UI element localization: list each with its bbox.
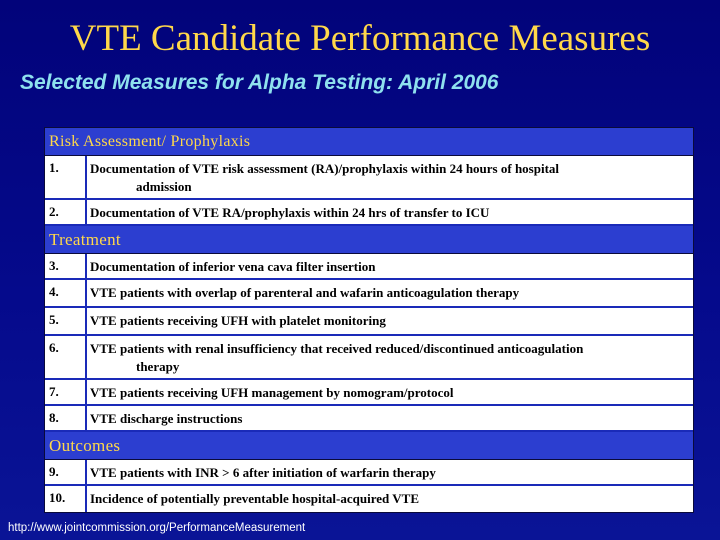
measure-text: VTE patients receiving UFH management by nomogram/protocol — [90, 385, 454, 400]
table-row — [45, 308, 693, 336]
table-row — [45, 254, 693, 280]
measure-text: VTE discharge instructions — [90, 411, 243, 426]
table-row — [45, 486, 693, 512]
table-row — [45, 460, 693, 486]
measure-text: Documentation of inferior vena cava filter insertion — [90, 259, 376, 274]
table-row — [45, 280, 693, 308]
slide-subtitle: Selected Measures for Alpha Testing: April 2006 — [20, 71, 499, 94]
measure-number: 2. — [45, 200, 87, 224]
table-row — [45, 380, 693, 406]
measure-number: 1. — [45, 156, 87, 198]
measure-text-continuation: therapy — [136, 359, 180, 374]
measure-number: 5. — [45, 308, 87, 334]
measure-text: VTE patients with overlap of parenteral and wafarin anticoagulation therapy — [90, 285, 520, 300]
measures-table — [44, 127, 694, 513]
measure-text-line: Documentation of VTE risk assessment (RA)/prophylaxis within 24 hours of hospital — [90, 161, 560, 176]
measure-number: 8. — [45, 406, 87, 430]
measure-number: 3. — [45, 254, 87, 278]
table-row — [45, 336, 693, 380]
table-row — [45, 156, 693, 200]
measure-text: VTE patients with INR > 6 after initiation of warfarin therapy — [90, 465, 436, 480]
measure-number: 6. — [45, 336, 87, 378]
footer-url-link[interactable]: http://www.jointcommission.org/PerformanceMeasurement — [8, 522, 306, 534]
measure-number: 4. — [45, 280, 87, 306]
measure-number: 7. — [45, 380, 87, 404]
measure-text: Incidence of potentially preventable hospital-acquired VTE — [90, 491, 419, 506]
measure-text — [87, 336, 693, 378]
section-header-outcomes: Outcomes — [45, 432, 693, 460]
measure-text-continuation: admission — [136, 179, 192, 194]
measure-text-line: VTE patients with renal insufficiency that received reduced/discontinued anticoagulation — [90, 341, 584, 356]
measure-text: Documentation of VTE RA/prophylaxis within 24 hrs of transfer to ICU — [90, 205, 490, 220]
slide-title: VTE Candidate Performance Measures — [69, 18, 651, 59]
measure-text — [87, 156, 693, 198]
section-header-treatment: Treatment — [45, 226, 693, 254]
measure-number: 9. — [45, 460, 87, 484]
table-row — [45, 200, 693, 226]
measure-text: VTE patients receiving UFH with platelet monitoring — [90, 313, 386, 328]
section-header-risk-assessment: Risk Assessment/ Prophylaxis — [45, 128, 693, 156]
table-row — [45, 406, 693, 432]
measure-number: 10. — [45, 486, 87, 512]
